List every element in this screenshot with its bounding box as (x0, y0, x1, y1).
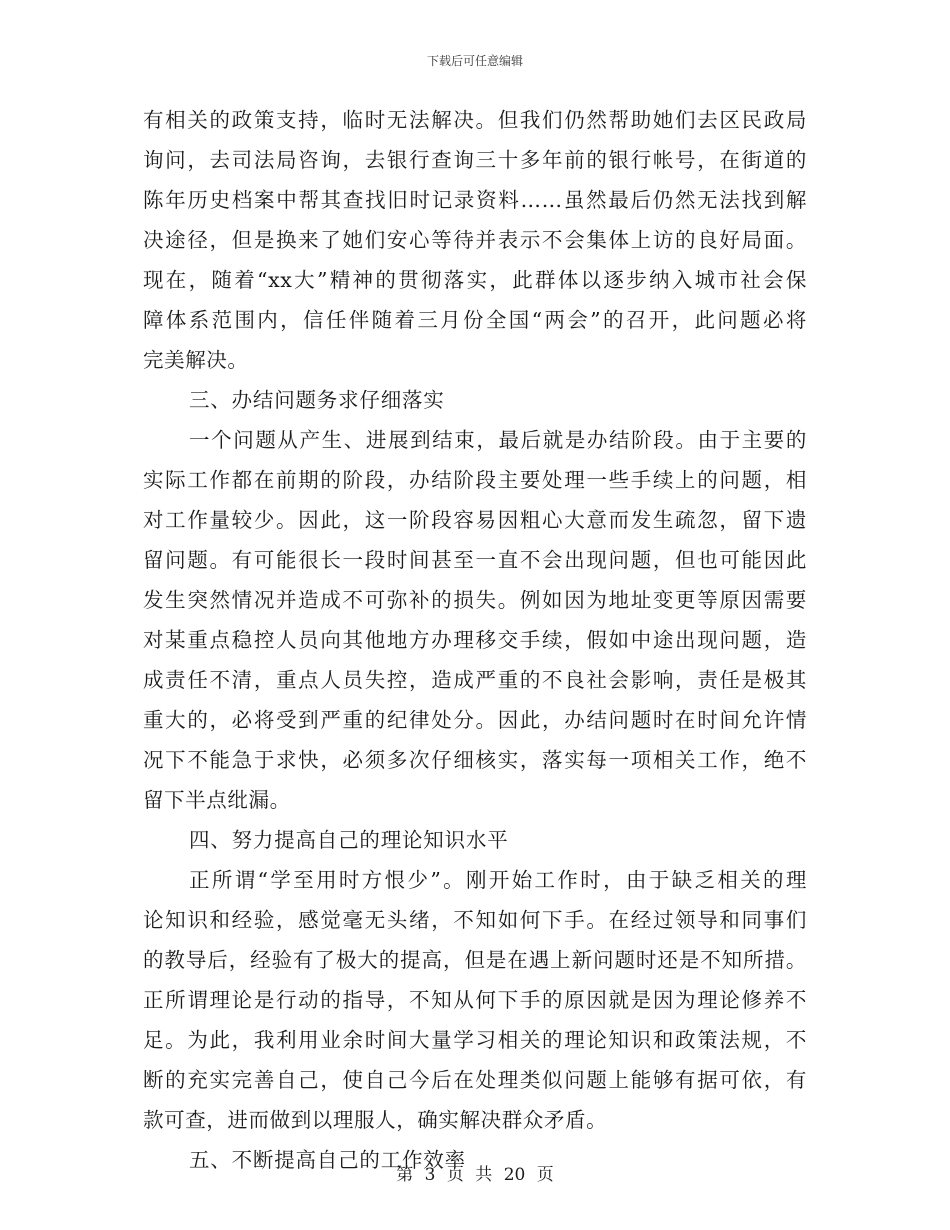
document-body (143, 100, 807, 1180)
text-line: 障体系范围内，信任伴随着三月份全国“两会”的召开，此问题必将 (143, 308, 807, 332)
text-line: 询问，去司法局咨询，去银行查询三十多年前的银行帐号，在街道的 (143, 148, 807, 172)
text-line: 正所谓理论是行动的指导，不知从何下手的原因就是因为理论修养不 (143, 988, 807, 1012)
section-heading: 五、不断提高自己的工作效率 (189, 1148, 466, 1172)
text-line: 断的充实完善自己，使自己今后在处理类似问题上能够有据可依，有 (143, 1068, 807, 1092)
text-line: 正所谓“学至用时方恨少”。刚开始工作时，由于缺乏相关的理 (189, 868, 807, 892)
text-line: 有相关的政策支持，临时无法解决。但我们仍然帮助她们去区民政局 (143, 108, 807, 132)
text-line: 一个问题从产生、进展到结束，最后就是办结阶段。由于主要的 (189, 428, 807, 452)
text-line: 论知识和经验，感觉毫无头绪，不知如何下手。在经过领导和同事们 (143, 908, 807, 932)
text-line: 成责任不清，重点人员失控，造成严重的不良社会影响，责任是极其 (143, 668, 807, 692)
page-header: 下载后可任意编辑 (426, 54, 523, 68)
text-line: 重大的，必将受到严重的纪律处分。因此，办结问题时在时间允许情 (143, 708, 807, 732)
text-line: 况下不能急于求快，必须多次仔细核实，落实每一项相关工作，绝不 (143, 748, 807, 772)
text-line: 实际工作都在前期的阶段，办结阶段主要处理一些手续上的问题，相 (143, 468, 807, 492)
text-line: 足。为此，我利用业余时间大量学习相关的理论知识和政策法规，不 (143, 1028, 807, 1052)
page-number-footer: 第 3 页 共 20 页 (396, 1165, 554, 1185)
text-line: 的教导后，经验有了极大的提高，但是在遇上新问题时还是不知所措。 (143, 948, 807, 972)
text-line: 完美解决。 (143, 348, 249, 372)
text-line: 陈年历史档案中帮其查找旧时记录资料……虽然最后仍然无法找到解 (143, 188, 807, 212)
text-line: 现在，随着“xx大”精神的贯彻落实，此群体以逐步纳入城市社会保 (143, 268, 807, 292)
text-line: 决途径，但是换来了她们安心等待并表示不会集体上访的良好局面。 (143, 228, 807, 252)
text-line: 发生突然情况并造成不可弥补的损失。例如因为地址变更等原因需要 (143, 588, 807, 612)
section-heading: 四、努力提高自己的理论知识水平 (189, 828, 509, 852)
text-line: 对工作量较少。因此，这一阶段容易因粗心大意而发生疏忽，留下遗 (143, 508, 807, 532)
section-heading: 三、办结问题务求仔细落实 (189, 388, 445, 412)
text-line: 款可查，进而做到以理服人，确实解决群众矛盾。 (143, 1108, 608, 1132)
text-line: 对某重点稳控人员向其他地方办理移交手续，假如中途出现问题，造 (143, 628, 807, 652)
text-line: 留下半点纰漏。 (143, 788, 291, 812)
text-line: 留问题。有可能很长一段时间甚至一直不会出现问题，但也可能因此 (143, 548, 807, 572)
